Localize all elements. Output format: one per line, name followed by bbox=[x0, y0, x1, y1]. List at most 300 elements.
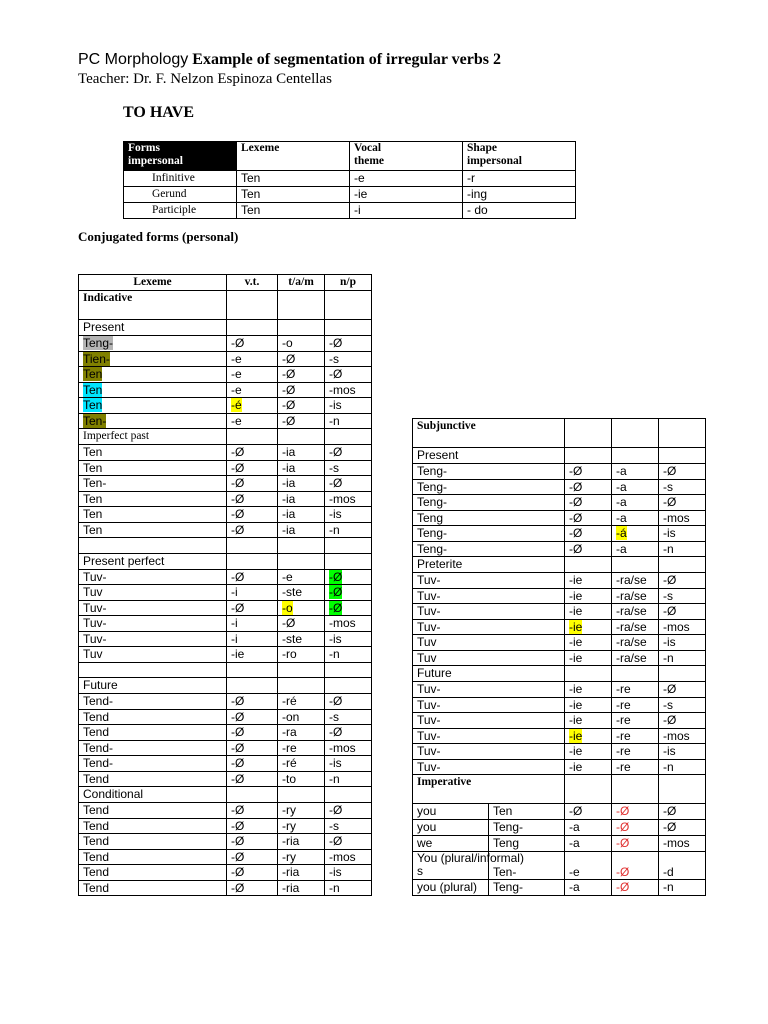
empty-cell bbox=[227, 429, 278, 445]
lexeme-cell bbox=[79, 413, 227, 429]
cell-text: Tend bbox=[83, 771, 110, 786]
cell-text: Tuv- bbox=[417, 713, 441, 727]
impersonal-row bbox=[124, 187, 576, 203]
cell-text: -Ø bbox=[616, 865, 630, 879]
cell-text: -Ø bbox=[663, 682, 677, 696]
cell-text: Ten bbox=[83, 507, 103, 521]
cell-text: -d bbox=[663, 865, 674, 879]
morpheme-cell bbox=[565, 744, 612, 760]
conjugation-row bbox=[79, 460, 372, 476]
conjugation-row bbox=[79, 849, 372, 865]
tense-title bbox=[79, 553, 227, 569]
conjugation-row bbox=[79, 647, 372, 663]
morpheme-cell bbox=[278, 818, 325, 834]
morpheme-cell bbox=[278, 569, 325, 585]
cell-text: -Ø bbox=[329, 803, 343, 817]
cell-text: Tend- bbox=[83, 694, 114, 708]
cell-text: Future bbox=[83, 678, 118, 692]
tense-title-row bbox=[413, 666, 706, 682]
cell-text: -ie bbox=[569, 682, 583, 696]
conjugation-row bbox=[79, 740, 372, 756]
cell-text: Ten bbox=[241, 203, 261, 217]
cell-text: -Ø bbox=[231, 725, 245, 739]
conjugation-row bbox=[79, 398, 372, 414]
cell-text: -Ø bbox=[231, 476, 245, 490]
morpheme-cell bbox=[278, 507, 325, 523]
morpheme-cell bbox=[612, 635, 659, 651]
morpheme-cell bbox=[565, 479, 612, 495]
morpheme-cell bbox=[227, 616, 278, 632]
empty-cell bbox=[612, 775, 659, 804]
tense-title-row bbox=[79, 429, 372, 445]
morpheme-cell bbox=[278, 616, 325, 632]
tense-title-row bbox=[79, 678, 372, 694]
morpheme-cell bbox=[612, 495, 659, 511]
cell-text: -o bbox=[282, 600, 293, 615]
cell-text: Participle bbox=[152, 204, 197, 216]
morpheme-cell bbox=[565, 495, 612, 511]
morpheme-cell bbox=[325, 647, 372, 663]
cell-text: -mos bbox=[663, 510, 690, 525]
cell-text: -s bbox=[329, 351, 339, 366]
cell-text: Present perfect bbox=[83, 553, 165, 568]
cell-text: Tuv- bbox=[83, 569, 107, 584]
form-name-cell bbox=[124, 171, 237, 187]
cell-text: -on bbox=[282, 709, 300, 724]
conjugation-row bbox=[79, 491, 372, 507]
conjugation-row bbox=[79, 662, 372, 678]
header-text: Forms bbox=[128, 142, 160, 154]
morpheme-cell bbox=[325, 756, 372, 772]
cell-text: -a bbox=[616, 464, 627, 478]
cell-text: -ré bbox=[282, 694, 297, 708]
conjugation-row bbox=[79, 351, 372, 367]
tense-title bbox=[413, 666, 565, 682]
empty-cell bbox=[325, 429, 372, 445]
conjugation-row bbox=[79, 600, 372, 616]
morpheme-cell bbox=[612, 820, 659, 836]
empty-cell bbox=[278, 787, 325, 803]
cell-text: Tend bbox=[83, 834, 110, 848]
cell-text: Infinitive bbox=[152, 172, 195, 184]
person-cell bbox=[413, 804, 489, 820]
cell-text: -ra/se bbox=[616, 588, 647, 603]
cell-text: -ste bbox=[282, 585, 303, 599]
conjugation-row bbox=[79, 771, 372, 787]
cell-text: -a bbox=[616, 541, 627, 556]
morpheme-cell bbox=[612, 759, 659, 775]
cell-text: -Ø bbox=[569, 526, 583, 540]
cell-text: You (plural/informal) s bbox=[417, 851, 524, 878]
morpheme-cell bbox=[278, 382, 325, 398]
conjugation-row bbox=[79, 585, 372, 601]
cell-text: Tien- bbox=[83, 351, 110, 366]
morpheme-cell bbox=[227, 740, 278, 756]
morpheme-cell bbox=[565, 464, 612, 480]
cell-text: -s bbox=[663, 697, 674, 712]
cell-text: -Ø bbox=[569, 479, 583, 494]
lexeme-cell bbox=[79, 367, 227, 383]
tense-title bbox=[413, 557, 565, 573]
empty-cell bbox=[565, 775, 612, 804]
morpheme-cell bbox=[325, 413, 372, 429]
conjugation-row bbox=[79, 336, 372, 352]
cell-text: -a bbox=[616, 510, 627, 525]
morpheme-cell bbox=[565, 541, 612, 557]
cell-text: -Ø bbox=[231, 445, 245, 459]
cell-text: -ie bbox=[569, 728, 583, 743]
morpheme-cell bbox=[227, 336, 278, 352]
tense-title-row bbox=[413, 557, 706, 573]
cell-text: -Ø bbox=[569, 464, 583, 478]
column-header bbox=[278, 275, 325, 291]
cell-text: -Ø bbox=[329, 569, 343, 584]
conjugation-row bbox=[413, 619, 706, 635]
cell-text: Tuv- bbox=[83, 631, 107, 646]
cell-text: Tend bbox=[83, 849, 110, 864]
empty-cell bbox=[565, 666, 612, 682]
cell-text: -o bbox=[282, 336, 293, 350]
morpheme-cell bbox=[325, 694, 372, 710]
cell-text: Tend bbox=[83, 803, 110, 817]
cell-text: -ia bbox=[282, 476, 296, 490]
cell-text: Preterite bbox=[417, 557, 463, 571]
conjugation-row bbox=[413, 682, 706, 698]
morpheme-cell bbox=[565, 880, 612, 896]
cell-text: -ie bbox=[569, 713, 583, 727]
cell-text: -Ø bbox=[231, 522, 245, 537]
cell-text: you (plural) bbox=[417, 880, 478, 894]
cell-text: Tend bbox=[83, 818, 110, 833]
morpheme-cell bbox=[612, 804, 659, 820]
cell-text: Tuv- bbox=[417, 619, 441, 634]
lexeme-cell bbox=[413, 682, 565, 698]
morpheme-cell bbox=[278, 694, 325, 710]
cell-text: -ie bbox=[569, 573, 583, 587]
morpheme-cell bbox=[227, 585, 278, 601]
conjugation-row bbox=[79, 834, 372, 850]
header-text: Shape bbox=[467, 142, 498, 154]
cell-text: -ria bbox=[282, 880, 300, 895]
cell-text: you bbox=[417, 804, 437, 818]
morpheme-cell bbox=[227, 538, 278, 554]
cell-text: -mos bbox=[663, 728, 690, 743]
morpheme-cell bbox=[325, 725, 372, 741]
morpheme-cell bbox=[325, 880, 372, 896]
morpheme-cell bbox=[565, 635, 612, 651]
table-cell bbox=[463, 171, 576, 187]
morpheme-cell bbox=[278, 585, 325, 601]
cell-text: -ie bbox=[569, 759, 583, 774]
morpheme-cell bbox=[612, 744, 659, 760]
cell-text: Teng- bbox=[83, 336, 114, 350]
conjugation-row bbox=[79, 694, 372, 710]
morpheme-cell bbox=[565, 820, 612, 836]
cell-text: -Ø bbox=[329, 336, 343, 350]
lexeme-cell bbox=[79, 709, 227, 725]
cell-text: -mos bbox=[329, 849, 356, 864]
cell-text: -n bbox=[663, 541, 674, 556]
cell-text: -Ø bbox=[616, 820, 630, 834]
cell-text: -Ø bbox=[663, 804, 677, 818]
cell-text: Teng- bbox=[417, 526, 448, 540]
cell-text: -n bbox=[663, 650, 674, 665]
cell-text: -Ø bbox=[282, 398, 296, 412]
morpheme-cell bbox=[659, 650, 706, 666]
lexeme-cell bbox=[79, 491, 227, 507]
conjugation-row bbox=[413, 713, 706, 729]
cell-text: -Ø bbox=[231, 709, 245, 724]
cell-text: -Ø bbox=[231, 600, 245, 615]
morpheme-cell bbox=[227, 725, 278, 741]
impersonal-row bbox=[124, 203, 576, 219]
mood-label bbox=[79, 291, 227, 320]
morpheme-cell bbox=[227, 849, 278, 865]
morpheme-cell bbox=[565, 852, 612, 880]
cell-text: -e bbox=[231, 367, 242, 381]
morpheme-cell bbox=[325, 600, 372, 616]
cell-text: -ie bbox=[231, 647, 245, 661]
cell-text: Ten bbox=[83, 445, 103, 459]
morpheme-cell bbox=[325, 491, 372, 507]
conjugation-row bbox=[79, 880, 372, 896]
imperative-row bbox=[413, 836, 706, 852]
cell-text: -e bbox=[569, 865, 580, 879]
cell-text: -a bbox=[569, 820, 580, 834]
lexeme-cell bbox=[79, 538, 227, 554]
lexeme-cell bbox=[79, 569, 227, 585]
morpheme-cell bbox=[278, 413, 325, 429]
conjugation-row bbox=[413, 650, 706, 666]
morpheme-cell bbox=[565, 604, 612, 620]
lexeme-cell bbox=[79, 445, 227, 461]
cell-text: -a bbox=[616, 495, 627, 509]
table-cell bbox=[237, 171, 350, 187]
conjugation-row bbox=[79, 631, 372, 647]
cell-text: -i bbox=[231, 616, 238, 630]
empty-cell bbox=[612, 557, 659, 573]
cell-text: -Ø bbox=[569, 804, 583, 818]
cell-text: -Ø bbox=[329, 694, 343, 708]
lexeme-cell bbox=[79, 585, 227, 601]
morpheme-cell bbox=[278, 631, 325, 647]
cell-text: Ten bbox=[241, 171, 261, 185]
cell-text: -ing bbox=[467, 187, 488, 201]
morpheme-cell bbox=[227, 600, 278, 616]
cell-text: Teng- bbox=[417, 464, 448, 478]
morpheme-cell bbox=[659, 526, 706, 542]
morpheme-cell bbox=[659, 880, 706, 896]
indicative-table bbox=[78, 274, 372, 896]
cell-text: -a bbox=[569, 836, 580, 850]
cell-text: -Ø bbox=[231, 491, 245, 506]
cell-text: Tend- bbox=[83, 756, 114, 770]
morpheme-cell bbox=[278, 740, 325, 756]
morpheme-cell bbox=[612, 541, 659, 557]
mood-label bbox=[413, 775, 565, 804]
lexeme-cell bbox=[79, 522, 227, 538]
header-text: Vocal bbox=[354, 142, 382, 154]
imperative-row bbox=[413, 880, 706, 896]
morpheme-cell bbox=[612, 479, 659, 495]
cell-text: -ie bbox=[569, 619, 583, 634]
cell-text: -Ø bbox=[569, 495, 583, 509]
morpheme-cell bbox=[612, 510, 659, 526]
column-header bbox=[227, 275, 278, 291]
cell-text: -e bbox=[231, 382, 242, 397]
cell-text: Tuv bbox=[417, 650, 437, 665]
morpheme-cell bbox=[278, 491, 325, 507]
morpheme-cell bbox=[278, 647, 325, 663]
cell-text: Tuv- bbox=[83, 616, 107, 630]
morpheme-cell bbox=[325, 522, 372, 538]
morpheme-cell bbox=[227, 662, 278, 678]
morpheme-cell bbox=[565, 713, 612, 729]
morpheme-cell bbox=[325, 818, 372, 834]
cell-text: -Ø bbox=[231, 507, 245, 521]
cell-text: -re bbox=[282, 740, 297, 755]
empty-cell bbox=[325, 291, 372, 320]
lexeme-cell bbox=[79, 398, 227, 414]
cell-text: -n bbox=[663, 880, 674, 894]
morpheme-cell bbox=[659, 495, 706, 511]
cell-text: -Ø bbox=[231, 865, 245, 879]
lexeme-cell bbox=[413, 526, 565, 542]
conjugated-forms-heading: Conjugated forms (personal) bbox=[78, 229, 239, 244]
tense-title bbox=[413, 448, 565, 464]
morpheme-cell bbox=[325, 460, 372, 476]
conjugation-row bbox=[413, 541, 706, 557]
cell-text: -Ø bbox=[231, 803, 245, 817]
tense-title bbox=[79, 320, 227, 336]
conjugation-row bbox=[79, 803, 372, 819]
cell-text: Indicative bbox=[83, 292, 133, 304]
cell-text: -is bbox=[329, 507, 342, 521]
cell-text: -i bbox=[354, 203, 361, 217]
cell-text: -ria bbox=[282, 834, 300, 848]
cell-text: Tuv bbox=[417, 635, 437, 649]
cell-text: Ten- bbox=[493, 865, 517, 879]
morpheme-cell bbox=[659, 682, 706, 698]
cell-text: -s bbox=[329, 460, 339, 475]
cell-text: -Ø bbox=[663, 464, 677, 478]
cell-text: -Ø bbox=[231, 569, 245, 584]
cell-text: -e bbox=[231, 413, 242, 428]
morpheme-cell bbox=[227, 382, 278, 398]
morpheme-cell bbox=[278, 725, 325, 741]
table-cell bbox=[350, 187, 463, 203]
lexeme-cell bbox=[79, 818, 227, 834]
cell-text: Ten bbox=[241, 187, 261, 201]
morpheme-cell bbox=[227, 491, 278, 507]
cell-text: -is bbox=[329, 631, 342, 646]
morpheme-cell bbox=[325, 538, 372, 554]
cell-text: -a bbox=[569, 880, 580, 894]
morpheme-cell bbox=[325, 616, 372, 632]
lexeme-cell bbox=[413, 495, 565, 511]
cell-text: -Ø bbox=[231, 460, 245, 475]
verb-heading: TO HAVE bbox=[123, 104, 194, 121]
morpheme-cell bbox=[565, 697, 612, 713]
cell-text: -ra/se bbox=[616, 635, 647, 649]
cell-text: -is bbox=[663, 526, 676, 540]
morpheme-cell bbox=[565, 510, 612, 526]
cell-text: -mos bbox=[329, 740, 356, 755]
conjugation-row bbox=[413, 744, 706, 760]
lexeme-cell bbox=[489, 880, 565, 896]
lexeme-cell bbox=[79, 694, 227, 710]
cell-text: Tuv- bbox=[417, 728, 441, 743]
cell-text: -Ø bbox=[663, 820, 677, 834]
lexeme-cell bbox=[79, 460, 227, 476]
conjugation-row bbox=[413, 510, 706, 526]
indicative-header-row bbox=[79, 275, 372, 291]
cell-text: -mos bbox=[329, 616, 356, 630]
title-text: Example of segmentation of irregular verbs 2 bbox=[192, 51, 501, 68]
morpheme-cell bbox=[612, 604, 659, 620]
lexeme-cell bbox=[79, 756, 227, 772]
cell-text: you bbox=[417, 820, 437, 834]
cell-text: -mos bbox=[329, 491, 356, 506]
cell-text: -r bbox=[467, 171, 475, 185]
lexeme-cell bbox=[79, 600, 227, 616]
morpheme-cell bbox=[612, 526, 659, 542]
empty-cell bbox=[659, 557, 706, 573]
cell-text: -Ø bbox=[569, 510, 583, 525]
cell-text: -ie bbox=[569, 635, 583, 649]
cell-text: Ten bbox=[493, 804, 513, 818]
tense-title-row bbox=[79, 787, 372, 803]
morpheme-cell bbox=[612, 464, 659, 480]
cell-text: we bbox=[417, 836, 433, 850]
cell-text: -to bbox=[282, 771, 297, 786]
morpheme-cell bbox=[659, 573, 706, 589]
morpheme-cell bbox=[227, 647, 278, 663]
morpheme-cell bbox=[325, 662, 372, 678]
conjugation-row bbox=[79, 413, 372, 429]
cell-text: -i bbox=[231, 585, 238, 599]
empty-cell bbox=[565, 557, 612, 573]
empty-cell bbox=[565, 448, 612, 464]
form-name-cell bbox=[124, 203, 237, 219]
morpheme-cell bbox=[659, 464, 706, 480]
cell-text: -Ø bbox=[616, 804, 630, 818]
cell-text: Present bbox=[83, 320, 125, 334]
morpheme-cell bbox=[325, 569, 372, 585]
cell-text: -ra/se bbox=[616, 619, 647, 634]
morpheme-cell bbox=[325, 367, 372, 383]
conjugation-row bbox=[413, 526, 706, 542]
morpheme-cell bbox=[659, 635, 706, 651]
lexeme-cell bbox=[79, 647, 227, 663]
lexeme-cell bbox=[79, 351, 227, 367]
cell-text: -Ø bbox=[282, 616, 296, 630]
cell-text: -Ø bbox=[569, 541, 583, 556]
morpheme-cell bbox=[278, 709, 325, 725]
conjugation-row bbox=[413, 635, 706, 651]
morpheme-cell bbox=[227, 803, 278, 819]
empty-cell bbox=[278, 553, 325, 569]
cell-text: -is bbox=[663, 744, 676, 758]
cell-text: -n bbox=[663, 759, 674, 774]
cell-text: Tend bbox=[83, 725, 110, 739]
morpheme-cell bbox=[612, 836, 659, 852]
cell-text: -ry bbox=[282, 803, 296, 817]
subjunctive-label-row bbox=[413, 419, 706, 448]
empty-cell bbox=[659, 775, 706, 804]
cell-text: -ia bbox=[282, 445, 296, 459]
conjugation-row bbox=[79, 818, 372, 834]
